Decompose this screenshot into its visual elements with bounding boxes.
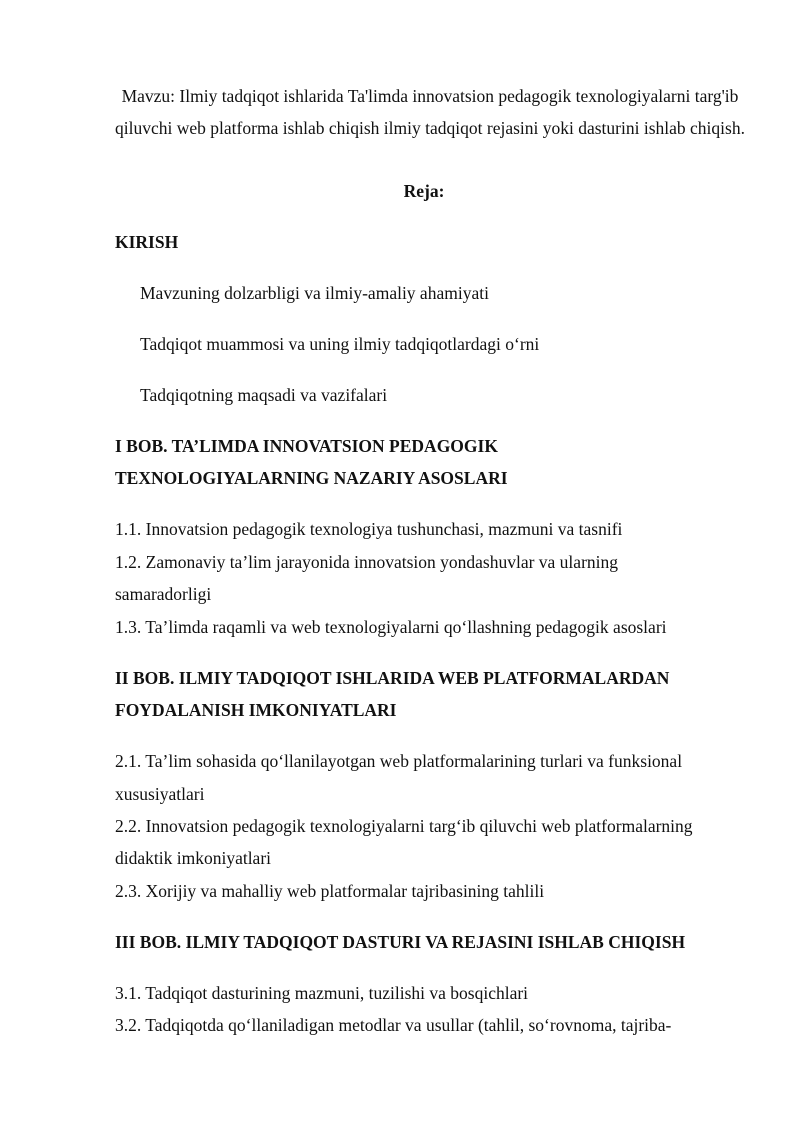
chapter2-item-2-line2: didaktik imkoniyatlari xyxy=(115,848,272,868)
chapter2-item-2-line1: 2.2. Innovatsion pedagogik texnologiyalarni targ‘ib qiluvchi web platformalarning xyxy=(115,816,693,836)
intro-item-1: Mavzuning dolzarbligi va ilmiy-amaliy ahamiyati xyxy=(140,283,489,303)
chapter3-heading: III BOB. ILMIY TADQIQOT DASTURI VA REJASINI ISHLAB CHIQISH xyxy=(115,932,686,952)
document-topic: Mavzu: Ilmiy tadqiqot ishlarida Ta'limda innovatsion pedagogik texnologiyalarni targ'ib qiluvchi web platforma ishlab chiqish ilmiy tadqiqot rejasini yoki dasturini ishlab chiqish. xyxy=(115,86,745,138)
chapter2-heading-line2: FOYDALANISH IMKONIYATLARI xyxy=(115,700,397,720)
chapter1-heading-line2: TEXNOLOGIYALARNING NAZARIY ASOSLARI xyxy=(115,468,508,488)
chapter3-item-2: 3.2. Tadqiqotda qo‘llaniladigan metodlar va usullar (tahlil, so‘rovnoma, tajriba- xyxy=(115,1015,672,1035)
chapter1-item-2-line2: samaradorligi xyxy=(115,584,212,604)
chapter1-heading-line1: I BOB. TA’LIMDA INNOVATSION PEDAGOGIK xyxy=(115,436,498,456)
intro-heading: KIRISH xyxy=(115,232,179,252)
plan-title: Reja: xyxy=(403,181,445,201)
chapter2-item-1-line2: xususiyatlari xyxy=(115,784,205,804)
chapter2-heading-line1: II BOB. ILMIY TADQIQOT ISHLARIDA WEB PLATFORMALARDAN xyxy=(115,668,670,688)
intro-item-2: Tadqiqot muammosi va uning ilmiy tadqiqotlardagi o‘rni xyxy=(140,334,540,354)
chapter2-item-3: 2.3. Xorijiy va mahalliy web platformalar tajribasining tahlili xyxy=(115,881,545,901)
chapter1-item-1: 1.1. Innovatsion pedagogik texnologiya tushunchasi, mazmuni va tasnifi xyxy=(115,519,623,539)
chapter3-item-1: 3.1. Tadqiqot dasturining mazmuni, tuzilishi va bosqichlari xyxy=(115,983,529,1003)
chapter1-item-2-line1: 1.2. Zamonaviy ta’lim jarayonida innovatsion yondashuvlar va ularning xyxy=(115,552,619,572)
chapter1-item-3: 1.3. Ta’limda raqamli va web texnologiyalarni qo‘llashning pedagogik asoslari xyxy=(115,617,667,637)
intro-item-3: Tadqiqotning maqsadi va vazifalari xyxy=(140,385,388,405)
chapter2-item-1-line1: 2.1. Ta’lim sohasida qo‘llanilayotgan web platformalarining turlari va funksional xyxy=(115,751,683,771)
